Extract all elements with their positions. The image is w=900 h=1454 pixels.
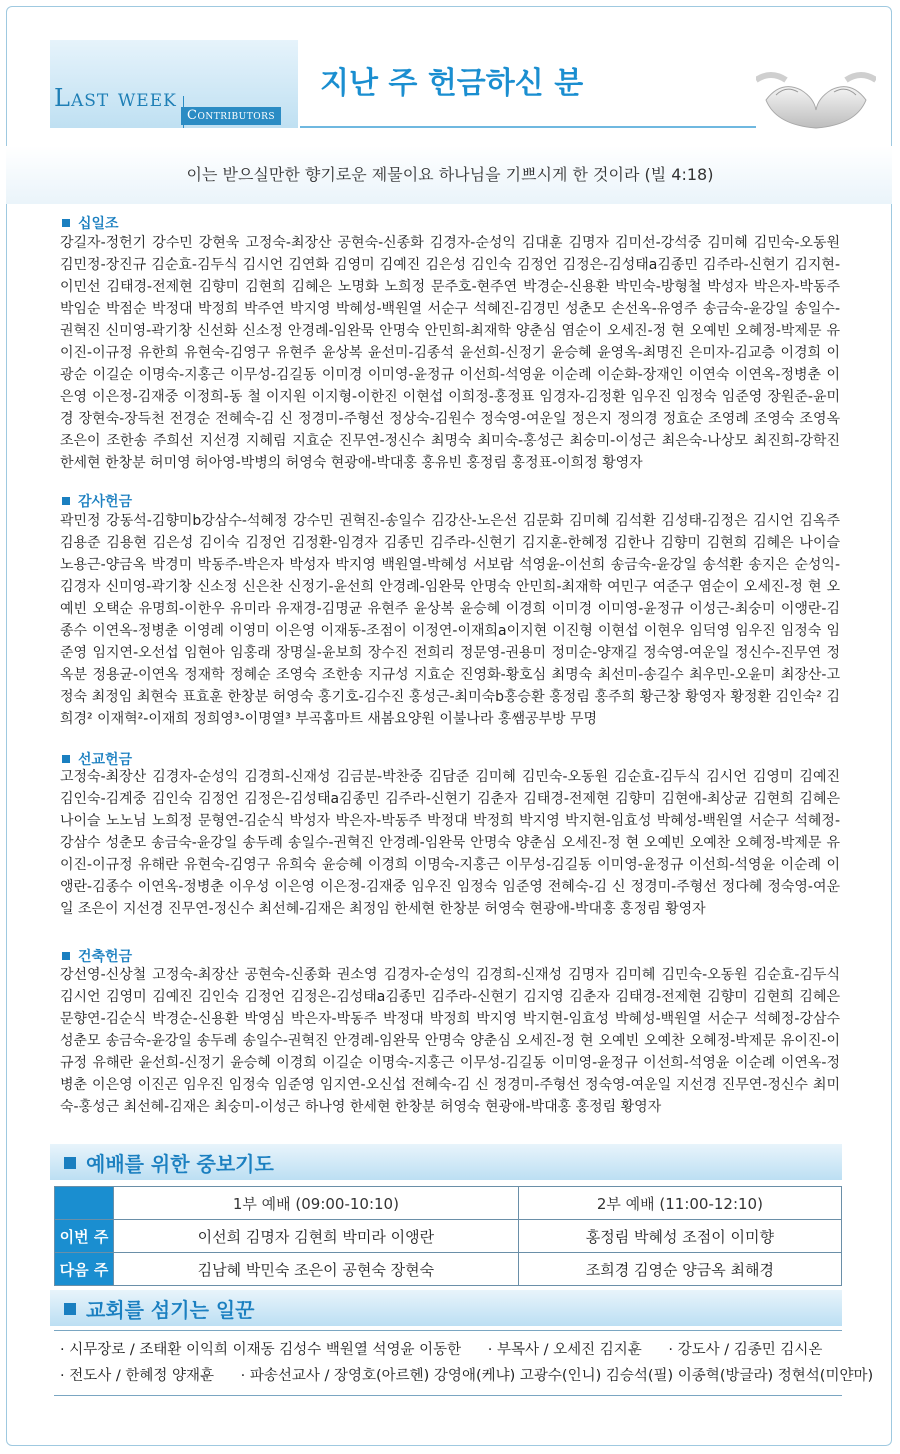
square-bullet-icon xyxy=(62,952,70,960)
tithe-names: 강길자-정헌기 강수민 강현욱 고정숙-최장산 공현숙-신종화 김경자-순성익 김대훈 김명자 김미선-강석중 김미혜 김민숙-오동원 김민정-장진규 김순효-김두식 김시언 김연화 김영미 김예진 김은성 김인숙 김정언 김정은-김성태a김종민 김주라-신현기 김지현-이민선 김태경-전제현 김향미 김현희 김혜은 노명화 노희정 문주호-현주연 박경순-신용환 박민숙-방형철 박성자 박은자-박동주 박임순 박점순 박정대 박정희 박주연 박지영 박혜성-백원열 서순구 석혜진-김경민 성춘모 손선옥-유영주 송금숙-윤강일 송일수-권혁진 신미영-곽기창 신선화 신소정 안경례-임완묵 안명숙 안민희-최재학 양춘심 염순이 오세진-정 현 오예빈 오혜정-박제문 유이진-이규정 유한희 유현숙-김영구 유현주 윤상복 윤선미-김종석 윤선희-신정기 윤승혜 윤영옥-최명진 은미자-김교층 이경희 이광순 이길순 이명숙-지홍근 이무성-김길동 이미경 이미영-윤정규 이선희-석영윤 이순례 이순화-장재인 이연숙 이연옥-정병춘 이은영 이은정-김재중 이정희-동 철 이지원 이지형-이한진 이현섭 이희정-홍정표 임경자-김정환 임우진 임정숙 임준영 장원준-윤미경 장현숙-장득천 전경순 전혜숙-김 신 정경미-주형선 정상숙-김원수 정숙영-여운일 정은지 정의경 정효순 조영례 조영숙 조영옥 조은이 조한송 주희선 지선경 지혜림 지효순 진무연-정신수 최명숙 최미숙-홍성근 최숭미-이성근 최은숙-나상모 최진희-강학진 한세현 한창분 허미영 허아영-박병의 허영숙 현광애-박대홍 홍유빈 홍정림 홍정표-이희정 황영자 xyxy=(60,235,840,471)
section-title-text: 십일조 xyxy=(78,216,119,232)
service2-header: 2부 예배 (11:00-12:10) xyxy=(518,1187,841,1220)
square-bullet-icon xyxy=(62,497,70,505)
staff-title-text: 교회를 섬기는 일꾼 xyxy=(86,1298,255,1322)
this-week-label: 이번 주 xyxy=(55,1220,114,1253)
section-title-text: 선교헌금 xyxy=(78,752,133,768)
prayer-title-text: 예배를 위한 중보기도 xyxy=(86,1152,274,1176)
table-row xyxy=(55,1187,842,1220)
square-bullet-icon xyxy=(62,219,70,227)
page-title: 지난 주 헌금하신 분 xyxy=(320,66,584,101)
this-week-service1: 이선희 김명자 김현희 박미라 이앵란 xyxy=(114,1220,519,1253)
last-week-label: Last week xyxy=(54,84,177,112)
section-title-building xyxy=(62,946,132,966)
section-title-tithe xyxy=(62,213,119,233)
next-week-service1: 김남혜 박민숙 조은이 공현숙 장현숙 xyxy=(114,1253,519,1286)
mission-names: 고정숙-최장산 김경자-순성익 김경희-신재성 김금분-박찬중 김담준 김미혜 김민숙-오동원 김순효-김두식 김시언 김영미 김예진 김인숙-김계중 김인숙 김정언 김정은-김성태a김종민 김주라-신현기 김춘자 김태경-전제현 김향미 김현애-최상균 김현희 김혜은 나이슬 노노님 노희정 문형연-김순식 박성자 박은자-박동주 박정대 박정희 박지영 박지현-임효성 박혜성-백원열 서순구 석혜정-강삼수 성춘모 송금숙-윤강일 송두례 송일수-권혁진 안경례-임완묵 안명숙 양춘심 오세진-정 현 오예빈 오예찬 오혜정-박제문 유이진-이규정 유해란 유현숙-김영구 유희숙 윤승혜 이경희 이명숙-지홍근 이무성-김길동 이미영-윤정규 이선희-석영윤 이순례 이앵란-김종수 이연옥-정병춘 이우성 이은영 이은정-김재중 임우진 임정숙 임준영 전혜숙-김 신 정경미-주형선 정다혜 정숙영-여운일 조은이 지선경 진무연-정신수 최선혜-김재은 최정임 한세현 한창분 허영숙 현광애-박대홍 홍정림 황영자 xyxy=(60,769,840,917)
service1-header: 1부 예배 (09:00-10:10) xyxy=(114,1187,519,1220)
prayer-table xyxy=(54,1186,842,1286)
staff-associate-pastors: · 부목사 / 오세진 김지훈 xyxy=(487,1342,642,1358)
table-row xyxy=(55,1253,842,1286)
scripture-verse: 이는 받으실만한 향기로운 제물이요 하나님을 기쁘시게 한 것이라 (빌 4:18) xyxy=(186,165,714,184)
prayer-title xyxy=(64,1148,274,1177)
contributors-label: Contributors xyxy=(181,107,281,125)
section-title-text: 감사헌금 xyxy=(78,494,133,510)
section-title-thanks xyxy=(62,491,132,511)
building-names: 강선영-신상철 고정숙-최장산 공현숙-신종화 권소영 김경자-순성익 김경희-신재성 김명자 김미혜 김민숙-오동원 김순효-김두식 김시언 김영미 김예진 김인숙 김정언 김정은-김성태a김종민 김주라-신현기 김지영 김춘자 김태경-전제현 김향미 김현희 김혜은 문향연-김순식 박경순-신용환 박영심 박은자-박동주 박정대 박정희 박지영 박지현-임효성 박혜성-백원열 서순구 석혜정-강삼수 성춘모 송금숙-윤강일 송두례 송일수-권혁진 안경례-임완묵 안명숙 양춘심 오세진-정 현 오예빈 오예찬 오혜정-박제문 유이진-이규정 유해란 윤선희-신정기 윤승혜 이경희 이길순 이명숙-지홍근 이무성-김길동 이미영-윤정규 이선희-석영윤 이순례 이연옥-정병춘 이은영 이진곤 임우진 임정숙 임준영 임지연-오신섭 전혜숙-김 신 정경미-주형선 정숙영-여운일 지선경 진무연-정신수 최미숙-홍성근 최선혜-김재은 최숭미-이성근 하나영 한세현 한창분 허영숙 현광애-박대홍 홍정림 황영자 xyxy=(60,967,840,1115)
table-row xyxy=(55,1220,842,1253)
next-week-service2: 조희경 김영순 양금옥 최해경 xyxy=(518,1253,841,1286)
staff-missionaries: · 파송선교사 / 장영호(아르헨) 강영애(케냐) 고광수(인니) 김승석(필) 이종혁(방글라) 정현석(미얀마) xyxy=(240,1368,874,1384)
staff-line-1 xyxy=(60,1338,844,1359)
square-bullet-icon xyxy=(62,755,70,763)
thanks-names: 곽민정 강동석-김향미b강삼수-석혜정 강수민 권혁진-송일수 김강산-노은선 김문화 김미혜 김석환 김성태-김정은 김시언 김옥주 김용준 김용현 김은성 김이숙 김정언 김정환-임경자 김종민 김주라-신현기 김지훈-한혜정 김한나 김향미 김현희 김혜은 나이슬 노용근-양금옥 박경미 박동주-박은자 박성자 박지영 백원열-박혜성 서보람 석영윤-이선희 송금숙-윤강일 송석환 송지은 순성익-김경자 신미영-곽기창 신소정 신은찬 신정기-윤선희 안경례-임완묵 안명숙 안민희-최재학 여민구 여준구 염순이 오세진-정 현 오예빈 오택순 유명희-이한우 유미라 유재경-김명균 유현주 윤상복 윤승혜 이경희 이미경 이미영-윤정규 이성근-최숭미 이앵란-김종수 이연옥-정병춘 이영례 이영미 이은영 이재동-조점이 이정연-이재희a이지현 이진형 이현섭 이현우 임덕영 임우진 임정숙 임준영 임지연-오선섭 임현아 임홍래 장명실-윤보희 장수진 전희리 정문영-권용미 정미순-양재길 정숙영-여운일 정신수-진무연 정옥분 정용균-이연옥 정재학 정혜순 조영숙 조한송 지규성 지효순 진영화-황호심 최명숙 최선미-송길수 최우민-오윤미 최장산-고정숙 최정임 최현숙 표효훈 한창분 허영숙 홍기호-김수진 홍성근-최미숙b홍승환 홍정림 홍주희 황근창 황영자 황정환 김인숙² 김희경² 이재혁²-이재희 정희영³-이명열³ 부곡홈마트 새봄요양원 이불나라 홍쌤공부방 무명 xyxy=(60,513,840,727)
square-bullet-icon xyxy=(64,1157,76,1169)
this-week-service2: 홍정림 박혜성 조점이 이미향 xyxy=(518,1220,841,1253)
table-corner xyxy=(55,1187,114,1220)
staff-preachers: · 강도사 / 김종민 김시온 xyxy=(668,1342,823,1358)
offering-hands-image xyxy=(756,50,876,140)
square-bullet-icon xyxy=(64,1303,76,1315)
staff-evangelists: · 전도사 / 한혜정 양재훈 xyxy=(60,1368,214,1384)
staff-title xyxy=(64,1294,255,1323)
next-week-label: 다음 주 xyxy=(55,1253,114,1286)
section-title-text: 건축헌금 xyxy=(78,949,133,965)
staff-elders: · 시무장로 / 조태환 이익희 이재동 김성수 백원열 석영윤 이동한 xyxy=(60,1342,462,1358)
staff-line-2 xyxy=(60,1364,895,1385)
